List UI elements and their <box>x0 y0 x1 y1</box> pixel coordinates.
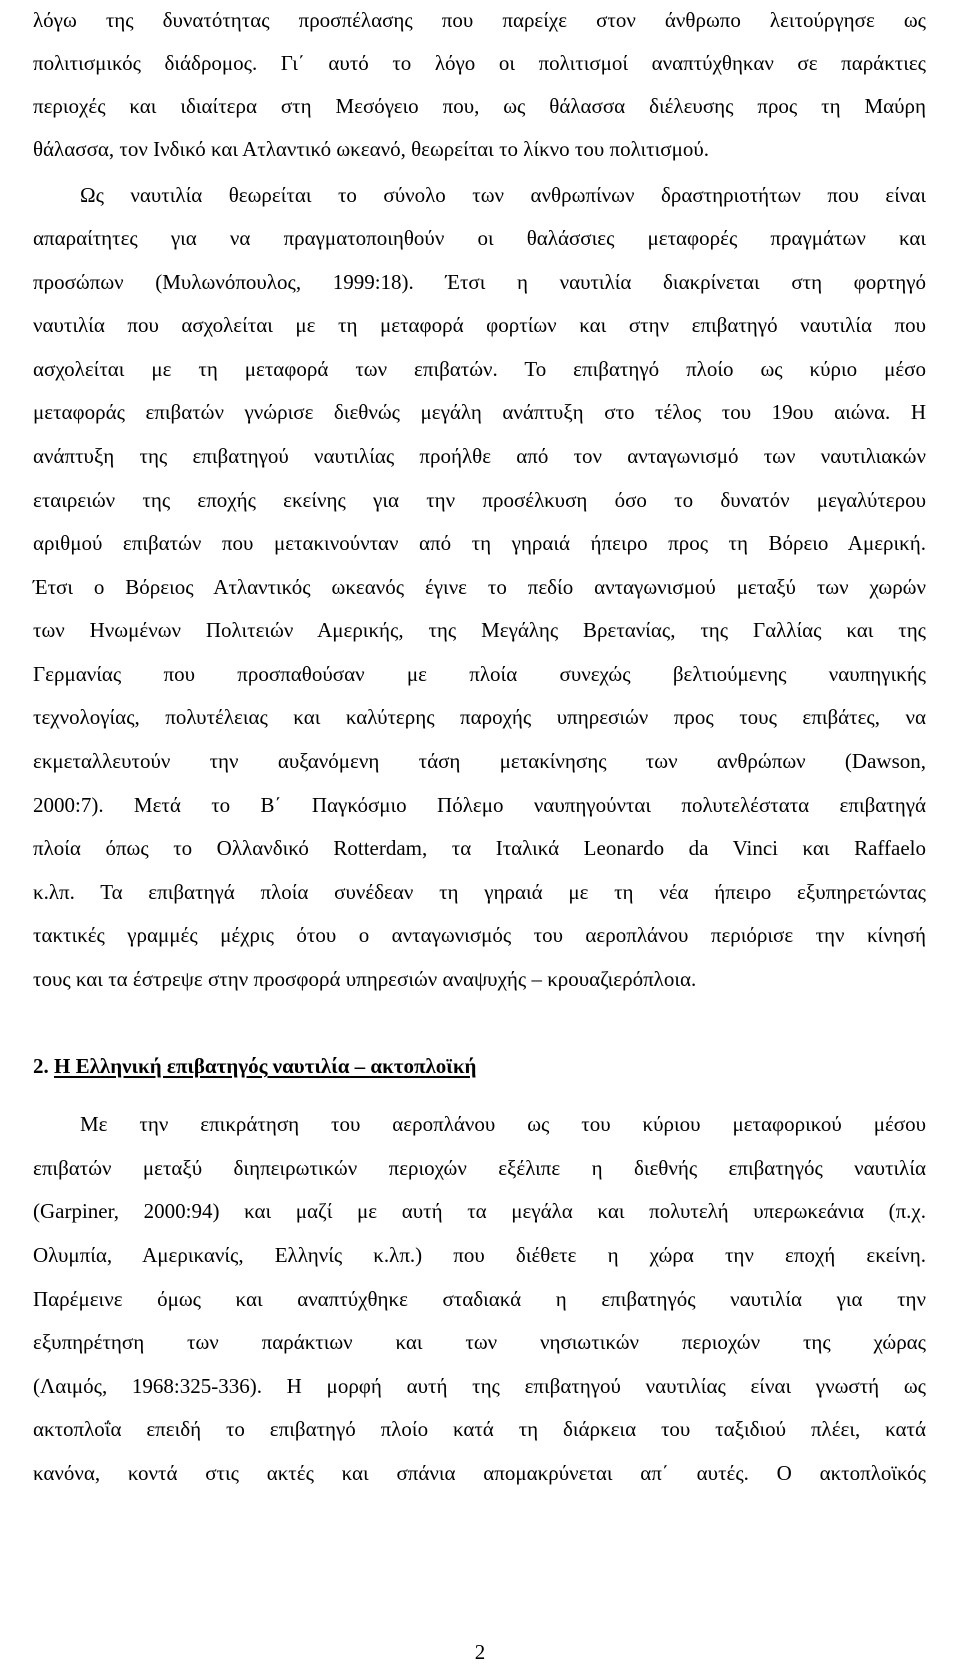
text-line: Έτσι ο Βόρειος Ατλαντικός ωκεανός έγινε το πεδίο ανταγωνισμού μεταξύ των χωρών <box>33 575 926 599</box>
text-line: τεχνολογίας, πολυτέλειας και καλύτερης παροχής υπηρεσιών προς τους επιβάτες, να <box>33 705 926 729</box>
text-line: Ως ναυτιλία θεωρείται το σύνολο των ανθρωπίνων δραστηριοτήτων που είναι <box>80 183 926 207</box>
text-line: πολιτισμικός διάδρομος. Γι΄ αυτό το λόγο οι πολιτισμοί αναπτύχθηκαν σε παράκτιες <box>33 51 926 75</box>
text-line: κανόνα, κοντά στις ακτές και σπάνια απομακρύνεται απ΄ αυτές. Ο ακτοπλοϊκός <box>33 1461 926 1485</box>
text-line: Παρέμεινε όμως και αναπτύχθηκε σταδιακά η επιβατηγός ναυτιλία για την <box>33 1287 926 1311</box>
text-line: ακτοπλοΐα επειδή το επιβατηγό πλοίο κατά τη διάρκεια του ταξιδιού πλέει, κατά <box>33 1417 926 1441</box>
text-line: επιβατών μεταξύ διηπειρωτικών περιοχών εξέλιπε η διεθνής επιβατηγός ναυτιλία <box>33 1156 926 1180</box>
text-line: των Ηνωμένων Πολιτειών Αμερικής, της Μεγάλης Βρετανίας, της Γαλλίας και της <box>33 618 926 642</box>
text-line: τους και τα έστρεψε στην προσφορά υπηρεσιών αναψυχής – κρουαζιερόπλοια. <box>33 967 697 991</box>
text-line: ασχολείται με τη μεταφορά των επιβατών. Το επιβατηγό πλοίο ως κύριο μέσο <box>33 357 926 381</box>
text-line: μεταφοράς επιβατών γνώρισε διεθνώς μεγάλη ανάπτυξη στο τέλος του 19ου αιώνα. Η <box>33 400 926 424</box>
text-line: 2000:7). Μετά το Β΄ Παγκόσμιο Πόλεμο ναυπηγούνται πολυτελέστατα επιβατηγά <box>33 793 926 817</box>
text-line: Με την επικράτηση του αεροπλάνου ως του κύριου μεταφορικού μέσου <box>80 1112 926 1136</box>
text-line: ανάπτυξη της επιβατηγού ναυτιλίας προήλθε από τον ανταγωνισμό των ναυτιλιακών <box>33 444 926 468</box>
page-number: 2 <box>474 1640 486 1664</box>
section-title: Η Ελληνική επιβατηγός ναυτιλία – ακτοπλοϊκή <box>54 1054 477 1078</box>
text-line: πλοία όπως το Ολλανδικό Rotterdam, τα Ιταλικά Leonardo da Vinci και Raffaelo <box>33 836 926 860</box>
text-line: περιοχές και ιδιαίτερα στη Μεσόγειο που, ως θάλασσα διέλευσης προς τη Μαύρη <box>33 94 926 118</box>
section-heading <box>33 1054 926 1078</box>
text-line: ναυτιλία που ασχολείται με τη μεταφορά φορτίων και στην επιβατηγό ναυτιλία που <box>33 313 926 337</box>
text-line: τακτικές γραμμές μέχρις ότου ο ανταγωνισμός του αεροπλάνου περιόρισε την κίνησή <box>33 923 926 947</box>
text-line: (Λαιμός, 1968:325-336). Η μορφή αυτή της επιβατηγού ναυτιλίας είναι γνωστή ως <box>33 1374 926 1398</box>
section-number: 2. <box>33 1054 49 1078</box>
text-line: κ.λπ. Τα επιβατηγά πλοία συνέδεαν τη γηραιά με τη νέα ήπειρο εξυπηρετώντας <box>33 880 926 904</box>
text-line: απαραίτητες για να πραγματοποιηθούν οι θαλάσσιες μεταφορές πραγμάτων και <box>33 226 926 250</box>
text-line: (Garpiner, 2000:94) και μαζί με αυτή τα μεγάλα και πολυτελή υπερωκεάνια (π.χ. <box>33 1199 926 1223</box>
text-line: αριθμού επιβατών που μετακινούνταν από τη γηραιά ήπειρο προς τη Βόρειο Αμερική. <box>33 531 926 555</box>
text-line: Ολυμπία, Αμερικανίς, Ελληνίς κ.λπ.) που διέθετε η χώρα την εποχή εκείνη. <box>33 1243 926 1267</box>
text-line: λόγω της δυνατότητας προσπέλασης που παρείχε στον άνθρωπο λειτούργησε ως <box>33 8 926 32</box>
text-line: εξυπηρέτηση των παράκτιων και των νησιωτικών περιοχών της χώρας <box>33 1330 926 1354</box>
text-line: προσώπων (Μυλωνόπουλος, 1999:18). Έτσι η ναυτιλία διακρίνεται στη φορτηγό <box>33 270 926 294</box>
text-line: εκμεταλλευτούν την αυξανόμενη τάση μετακίνησης των ανθρώπων (Dawson, <box>33 749 926 773</box>
text-line: Γερμανίας που προσπαθούσαν με πλοία συνεχώς βελτιούμενης ναυπηγικής <box>33 662 926 686</box>
text-line: θάλασσα, τον Ινδικό και Ατλαντικό ωκεανό, θεωρείται το λίκνο του πολιτισμού. <box>33 137 709 161</box>
text-line: εταιρειών της εποχής εκείνης για την προσέλκυση όσο το δυνατόν μεγαλύτερου <box>33 488 926 512</box>
